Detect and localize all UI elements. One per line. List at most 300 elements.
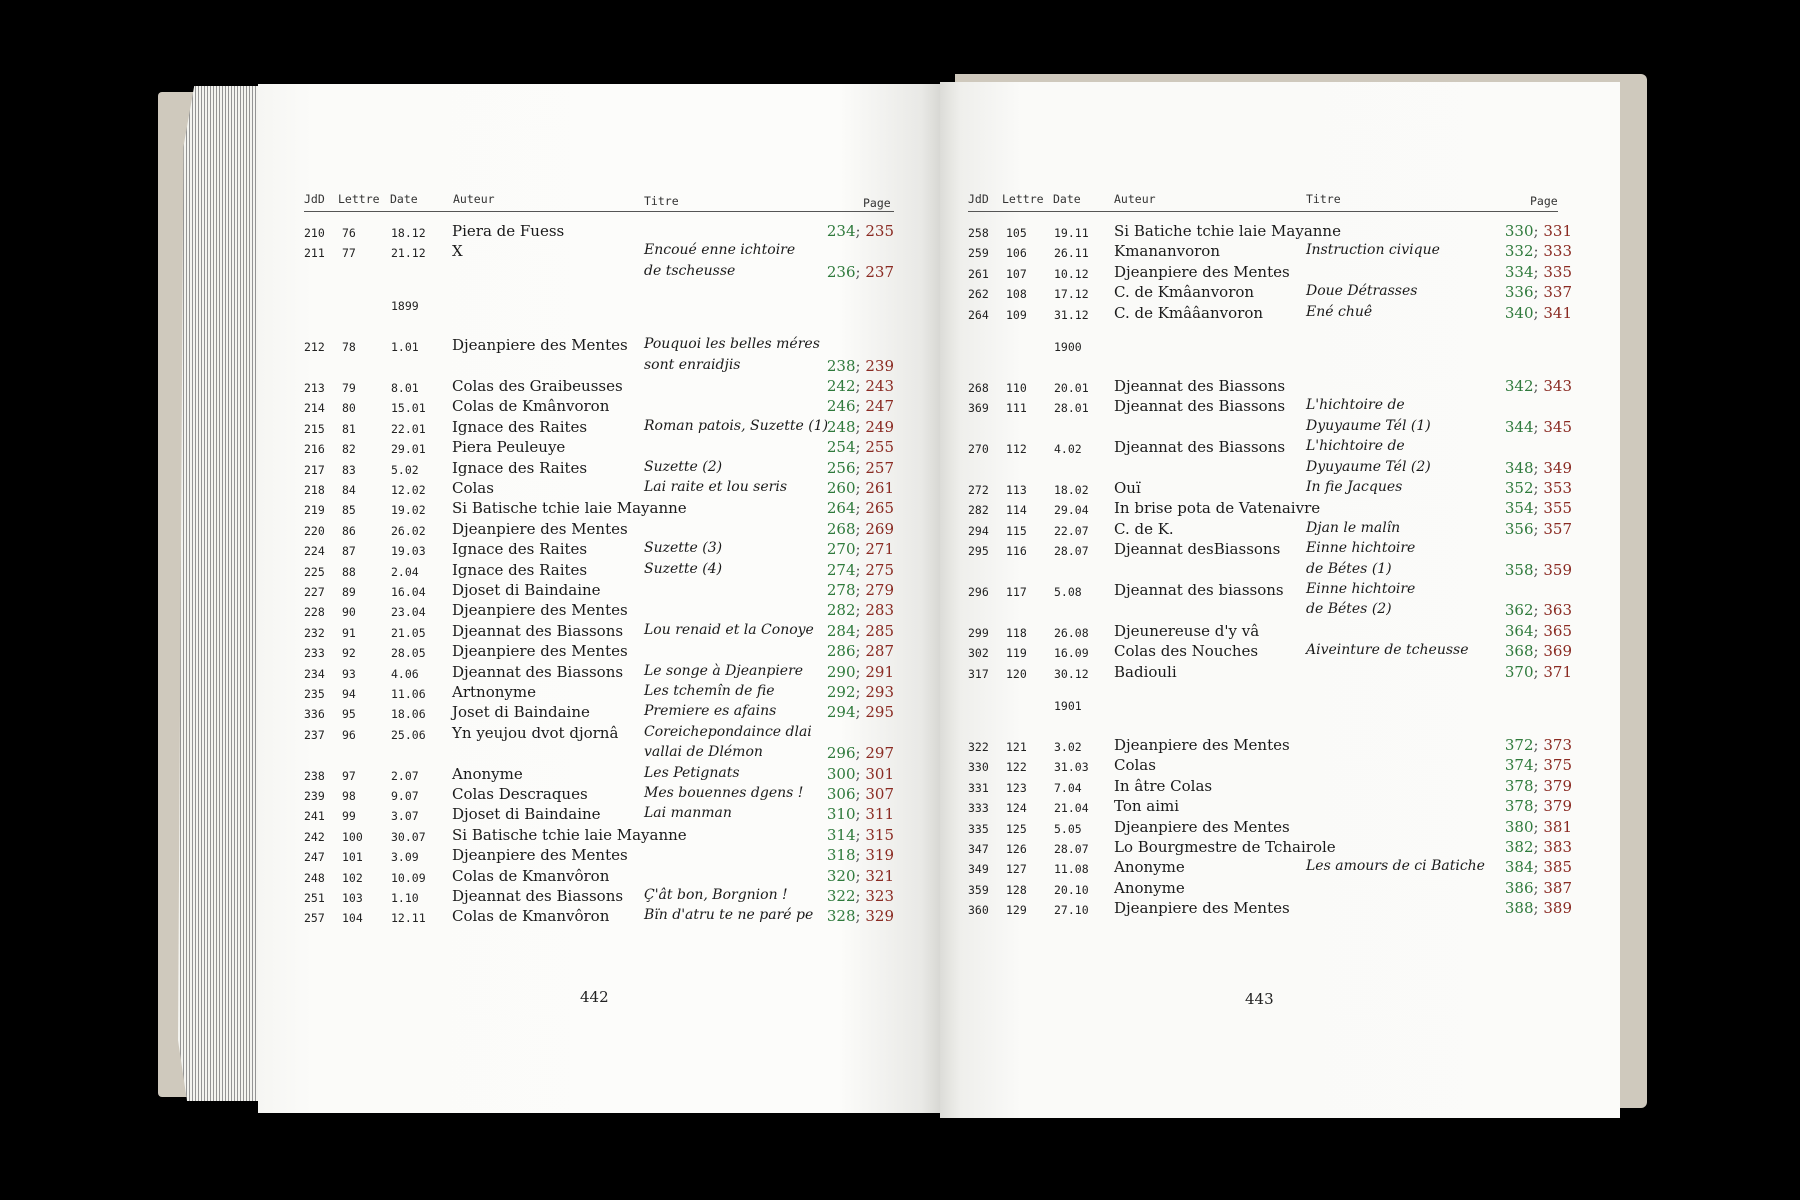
lettre-cell: 85 [342,503,356,518]
page-cell [1505,756,1572,774]
page-end: 357 [1543,519,1572,538]
date-cell: 22.07 [1054,523,1089,538]
lettre-cell: 87 [342,544,356,559]
header-rule [304,211,894,212]
date-cell: 16.04 [391,585,426,600]
page-cell [1505,377,1572,395]
page-cell [827,601,894,619]
page-separator: ; [855,785,866,804]
page-separator: ; [1533,222,1544,240]
page-cell [1505,418,1572,436]
date-cell: 31.12 [1054,307,1089,322]
jdd-cell: 216 [304,442,325,457]
date-cell: 20.01 [1054,381,1089,396]
page-cell [1505,601,1572,619]
page-end: 387 [1543,878,1572,897]
lettre-cell: 100 [342,829,363,844]
table-row [940,304,1620,324]
auteur-cell: Djeanpiere des Mentes [1114,817,1290,836]
jdd-cell: 220 [304,523,325,538]
jdd-cell: 302 [968,646,989,661]
table-row [940,242,1620,262]
page-start: 334 [1504,262,1534,281]
date-cell: 10.12 [1054,266,1089,281]
lettre-cell: 128 [1006,882,1027,897]
jdd-cell: 336 [304,707,325,722]
lettre-cell: 119 [1006,646,1027,661]
page-separator: ; [855,887,866,906]
page-start: 358 [1504,560,1534,579]
page-cell [827,357,894,375]
table-row [258,397,942,417]
titre-cell: L'hichtoire de [1306,438,1405,455]
page-end: 335 [1543,262,1572,281]
page-separator: ; [855,866,866,885]
table-row [258,723,942,763]
jdd-cell: 210 [304,226,325,240]
titre-cell: Suzette (2) [644,458,723,475]
lettre-cell: 90 [342,605,356,620]
page-start: 246 [826,397,856,416]
date-cell: 23.04 [391,605,426,620]
jdd-cell: 359 [968,882,989,897]
page-cell [827,846,894,864]
jdd-cell: 232 [304,625,325,640]
titre-cell: Ené chuê [1306,303,1373,320]
header-rule [968,211,1558,212]
lettre-cell: 78 [342,340,356,355]
jdd-cell: 331 [968,780,989,795]
lettre-cell: 116 [1006,544,1027,559]
date-cell: 8.01 [391,381,419,396]
page-end: 295 [865,703,894,722]
lettre-cell: 79 [342,381,356,396]
jdd-cell: 234 [304,666,325,681]
page-end: 249 [865,417,894,436]
table-row [940,263,1620,283]
date-cell: 5.05 [1054,821,1082,836]
titre-cell: In fie Jacques [1306,479,1403,496]
page-cell [1505,459,1572,477]
auteur-cell: Kmananvoron [1114,242,1221,261]
titre-cell-line2: vallai de Dlémon [644,744,763,761]
jdd-cell: 212 [304,340,325,355]
date-cell: 11.08 [1054,862,1089,877]
page-start: 306 [826,785,856,804]
jdd-cell: 239 [304,789,325,804]
date-cell: 28.01 [1054,401,1089,416]
page-separator: ; [855,642,866,661]
page-end: 301 [865,764,894,783]
header-page: Page [863,196,891,210]
page-separator: ; [1533,662,1544,681]
table-row [258,663,942,683]
table-row [940,756,1620,776]
table-row [940,438,1620,477]
date-cell: 12.11 [391,911,426,926]
page-end: 363 [1543,601,1572,620]
page-cell [1505,304,1572,322]
date-cell: 26.08 [1054,625,1089,640]
header-lettre: Lettre [1002,192,1044,206]
page-cell [1505,263,1572,281]
page-end: 329 [865,907,894,926]
page-separator: ; [855,479,866,498]
page-start: 254 [826,438,856,457]
page-end: 287 [865,642,894,661]
page-separator: ; [1533,458,1544,477]
auteur-cell: Colas [452,479,494,498]
titre-cell: Les tchemîn de fie [644,683,775,700]
page-start: 314 [826,825,856,844]
page-start: 270 [826,540,856,559]
table-row [258,336,942,375]
page-start: 364 [1504,621,1534,640]
page-start: 354 [1504,499,1534,518]
table-row [258,479,942,499]
page-cell [827,520,894,538]
page-start: 274 [826,560,856,579]
page-start: 352 [1504,479,1534,498]
table-row [258,642,942,662]
page-separator: ; [855,621,866,640]
date-cell: 15.01 [391,401,426,416]
lettre-cell: 101 [342,850,363,865]
date-cell: 18.12 [391,226,426,240]
page-separator: ; [1533,736,1544,755]
page-start: 256 [826,458,856,477]
jdd-cell: 235 [304,687,325,702]
page-start: 388 [1504,899,1534,918]
page-end: 321 [865,866,894,885]
auteur-cell: Colas de Kmânvoron [452,397,610,416]
page-start: 344 [1504,417,1534,436]
lettre-cell: 129 [1006,903,1027,918]
table-row [258,242,942,281]
page-cell [1505,222,1572,240]
year-heading: 1900 [1054,340,1082,355]
page-start: 294 [826,703,856,722]
page-cell [827,397,894,415]
titre-cell: Einne hichtoire [1306,540,1416,557]
jdd-cell: 282 [968,503,989,518]
page-end: 243 [865,377,894,396]
jdd-cell: 213 [304,381,325,396]
page-cell [827,438,894,456]
lettre-cell: 115 [1006,523,1027,538]
jdd-cell: 296 [968,585,989,600]
table-row [940,777,1620,797]
lettre-cell: 83 [342,462,356,477]
lettre-cell: 89 [342,585,356,600]
page-end: 269 [865,519,894,538]
jdd-cell: 264 [968,307,989,322]
page-separator: ; [855,397,866,416]
page-end: 343 [1543,377,1572,396]
page-end: 265 [865,499,894,518]
page-cell [1505,736,1572,754]
titre-cell-line2: Dyuyaume Tél (2) [1306,458,1431,475]
date-cell: 29.01 [391,442,426,457]
auteur-cell: Djeanpiere des Mentes [452,519,628,538]
page-end: 271 [865,540,894,559]
page-end: 379 [1543,776,1572,795]
page-start: 380 [1504,817,1534,836]
page-separator: ; [855,356,866,375]
table-row [258,765,942,785]
auteur-cell: C. de Kmââanvoron [1114,303,1264,322]
page-end: 239 [865,356,894,375]
page-separator: ; [1533,838,1544,857]
page-cell [827,581,894,599]
auteur-cell: Si Batische tchie laie Mayanne [452,499,687,518]
jdd-cell: 369 [968,401,989,416]
page-separator: ; [855,907,866,926]
date-cell: 25.06 [391,727,426,742]
page-start: 374 [1504,756,1534,775]
auteur-cell: Ignace des Raites [452,458,588,477]
auteur-cell: X [452,242,463,261]
page-end: 291 [865,662,894,681]
page-cell [827,683,894,701]
page-separator: ; [1533,899,1544,918]
table-row [940,858,1620,878]
year-heading: 1901 [1054,699,1082,714]
jdd-cell: 242 [304,829,325,844]
jdd-cell: 299 [968,625,989,640]
jdd-cell: 258 [968,226,989,240]
page-separator: ; [1533,817,1544,836]
page-start: 332 [1504,242,1534,261]
lettre-cell: 80 [342,401,356,416]
jdd-cell: 224 [304,544,325,559]
date-cell: 21.04 [1054,801,1089,816]
page-separator: ; [1533,756,1544,775]
page-start: 368 [1504,642,1534,661]
lettre-cell: 105 [1006,226,1027,240]
date-cell: 5.02 [391,462,419,477]
page-end: 285 [865,621,894,640]
date-cell: 22.01 [391,421,426,436]
page-cell [1505,797,1572,815]
page-cell [827,222,894,240]
page-start: 282 [826,601,856,620]
table-row [940,581,1620,620]
page-start: 238 [826,356,856,375]
table-row [940,736,1620,756]
lettre-cell: 110 [1006,381,1027,396]
jdd-cell: 272 [968,483,989,498]
page-end: 341 [1543,303,1572,322]
page-start: 264 [826,499,856,518]
page-end: 345 [1543,417,1572,436]
jdd-cell: 233 [304,646,325,661]
page-separator: ; [855,744,866,763]
date-cell: 28.07 [1054,842,1089,857]
header-date: Date [1053,192,1081,206]
date-cell: 26.11 [1054,246,1089,261]
page-start: 300 [826,764,856,783]
page-cell [827,703,894,721]
page-separator: ; [1533,377,1544,396]
page-separator: ; [855,703,866,722]
auteur-cell: Joset di Baindaine [452,703,590,722]
page-separator: ; [1533,283,1544,302]
page-end: 381 [1543,817,1572,836]
table-row [258,601,942,621]
auteur-cell: Djeannat des Biassons [452,621,624,640]
page-separator: ; [855,438,866,457]
jdd-cell: 270 [968,442,989,457]
table-row [258,622,942,642]
page-separator: ; [855,601,866,620]
table-row [258,222,942,242]
titre-cell: Aiveinture de tcheusse [1306,642,1469,659]
titre-cell: Les amours de ci Batiche [1306,858,1485,875]
page-end: 365 [1543,621,1572,640]
page-end: 297 [865,744,894,763]
page-separator: ; [1533,858,1544,877]
date-cell: 1.01 [391,340,419,355]
date-cell: 7.04 [1054,780,1082,795]
page-separator: ; [855,846,866,865]
auteur-cell: Artnonyme [452,683,536,702]
lettre-cell: 86 [342,523,356,538]
page-separator: ; [855,805,866,824]
lettre-cell: 117 [1006,585,1027,600]
table-row [940,222,1620,242]
auteur-cell: In âtre Colas [1114,776,1213,795]
page-separator: ; [855,262,866,281]
lettre-cell: 118 [1006,625,1027,640]
lettre-cell: 120 [1006,666,1027,681]
page-start: 286 [826,642,856,661]
date-cell: 9.07 [391,789,419,804]
jdd-cell: 241 [304,809,325,824]
page-end: 349 [1543,458,1572,477]
titre-cell: L'hichtoire de [1306,397,1405,414]
titre-cell: Les Petignats [644,764,740,781]
page-separator: ; [1533,776,1544,795]
auteur-cell: Ton aimi [1114,797,1180,816]
jdd-cell: 360 [968,903,989,918]
page-cell [1505,663,1572,681]
page-start: 342 [1504,377,1534,396]
page-start: 296 [826,744,856,763]
titre-cell: Bïn d'atru te ne paré pe [644,907,814,924]
auteur-cell: Lo Bourgmestre de Tchairole [1114,838,1336,857]
date-cell: 26.02 [391,523,426,538]
date-cell: 19.02 [391,503,426,518]
header-jdd: JdD [968,192,989,206]
titre-cell-line2: Dyuyaume Tél (1) [1306,417,1431,434]
page-end: 261 [865,479,894,498]
lettre-cell: 103 [342,891,363,906]
page-cell [827,642,894,660]
auteur-cell: Djeannat des Biassons [1114,397,1286,416]
lettre-cell: 76 [342,226,356,240]
titre-cell: Lai manman [644,805,732,822]
jdd-cell: 237 [304,727,325,742]
page-start: 322 [826,887,856,906]
page-separator: ; [855,581,866,600]
page-separator: ; [855,458,866,477]
auteur-cell: Djeunereuse d'y vâ [1114,621,1260,640]
page-separator: ; [1533,262,1544,281]
page-cell [1505,499,1572,517]
page-separator: ; [855,683,866,702]
date-cell: 21.05 [391,625,426,640]
year-heading: 1899 [391,299,419,314]
titre-cell-line2: de Bétes (1) [1306,560,1392,577]
page-start: 372 [1504,736,1534,755]
date-cell: 29.04 [1054,503,1089,518]
page-separator: ; [1533,499,1544,518]
auteur-cell: Djeanpiere des Mentes [1114,262,1290,281]
table-row [940,479,1620,499]
page-start: 386 [1504,878,1534,897]
page-end: 331 [1543,222,1572,240]
page-end: 293 [865,683,894,702]
date-cell: 18.06 [391,707,426,722]
date-cell: 3.07 [391,809,419,824]
page-end: 311 [865,805,894,824]
page-start: 370 [1504,662,1534,681]
page-cell [827,499,894,517]
page-start: 328 [826,907,856,926]
lettre-cell: 81 [342,421,356,436]
auteur-cell: Djeanpiere des Mentes [452,642,628,661]
lettre-cell: 124 [1006,801,1027,816]
lettre-cell: 94 [342,687,356,702]
page-cell [1505,283,1572,301]
lettre-cell: 108 [1006,287,1027,302]
titre-cell: Suzette (4) [644,560,723,577]
jdd-cell: 333 [968,801,989,816]
page-cell [1505,899,1572,917]
page-separator: ; [855,662,866,681]
table-row [258,703,942,723]
lettre-cell: 88 [342,564,356,579]
page-start: 310 [826,805,856,824]
page-end: 371 [1543,662,1572,681]
page-end: 319 [865,846,894,865]
page-end: 247 [865,397,894,416]
table-row [940,818,1620,838]
auteur-cell: Djeanpiere des Mentes [1114,899,1290,918]
jdd-cell: 228 [304,605,325,620]
auteur-cell: Piera de Fuess [452,222,565,240]
lettre-cell: 77 [342,246,356,261]
page-separator: ; [1533,303,1544,322]
header-lettre: Lettre [338,192,380,206]
page-cell [1505,818,1572,836]
jdd-cell: 225 [304,564,325,579]
date-cell: 18.02 [1054,483,1089,498]
page-cell [827,887,894,905]
table-row [258,826,942,846]
page-cell [827,663,894,681]
table-row [258,887,942,907]
page-separator: ; [855,560,866,579]
page-start: 378 [1504,797,1534,816]
page-separator: ; [1533,519,1544,538]
page-start: 382 [1504,838,1534,857]
lettre-cell: 99 [342,809,356,824]
page-start: 336 [1504,283,1534,302]
page-cell [827,418,894,436]
table-row [940,899,1620,919]
